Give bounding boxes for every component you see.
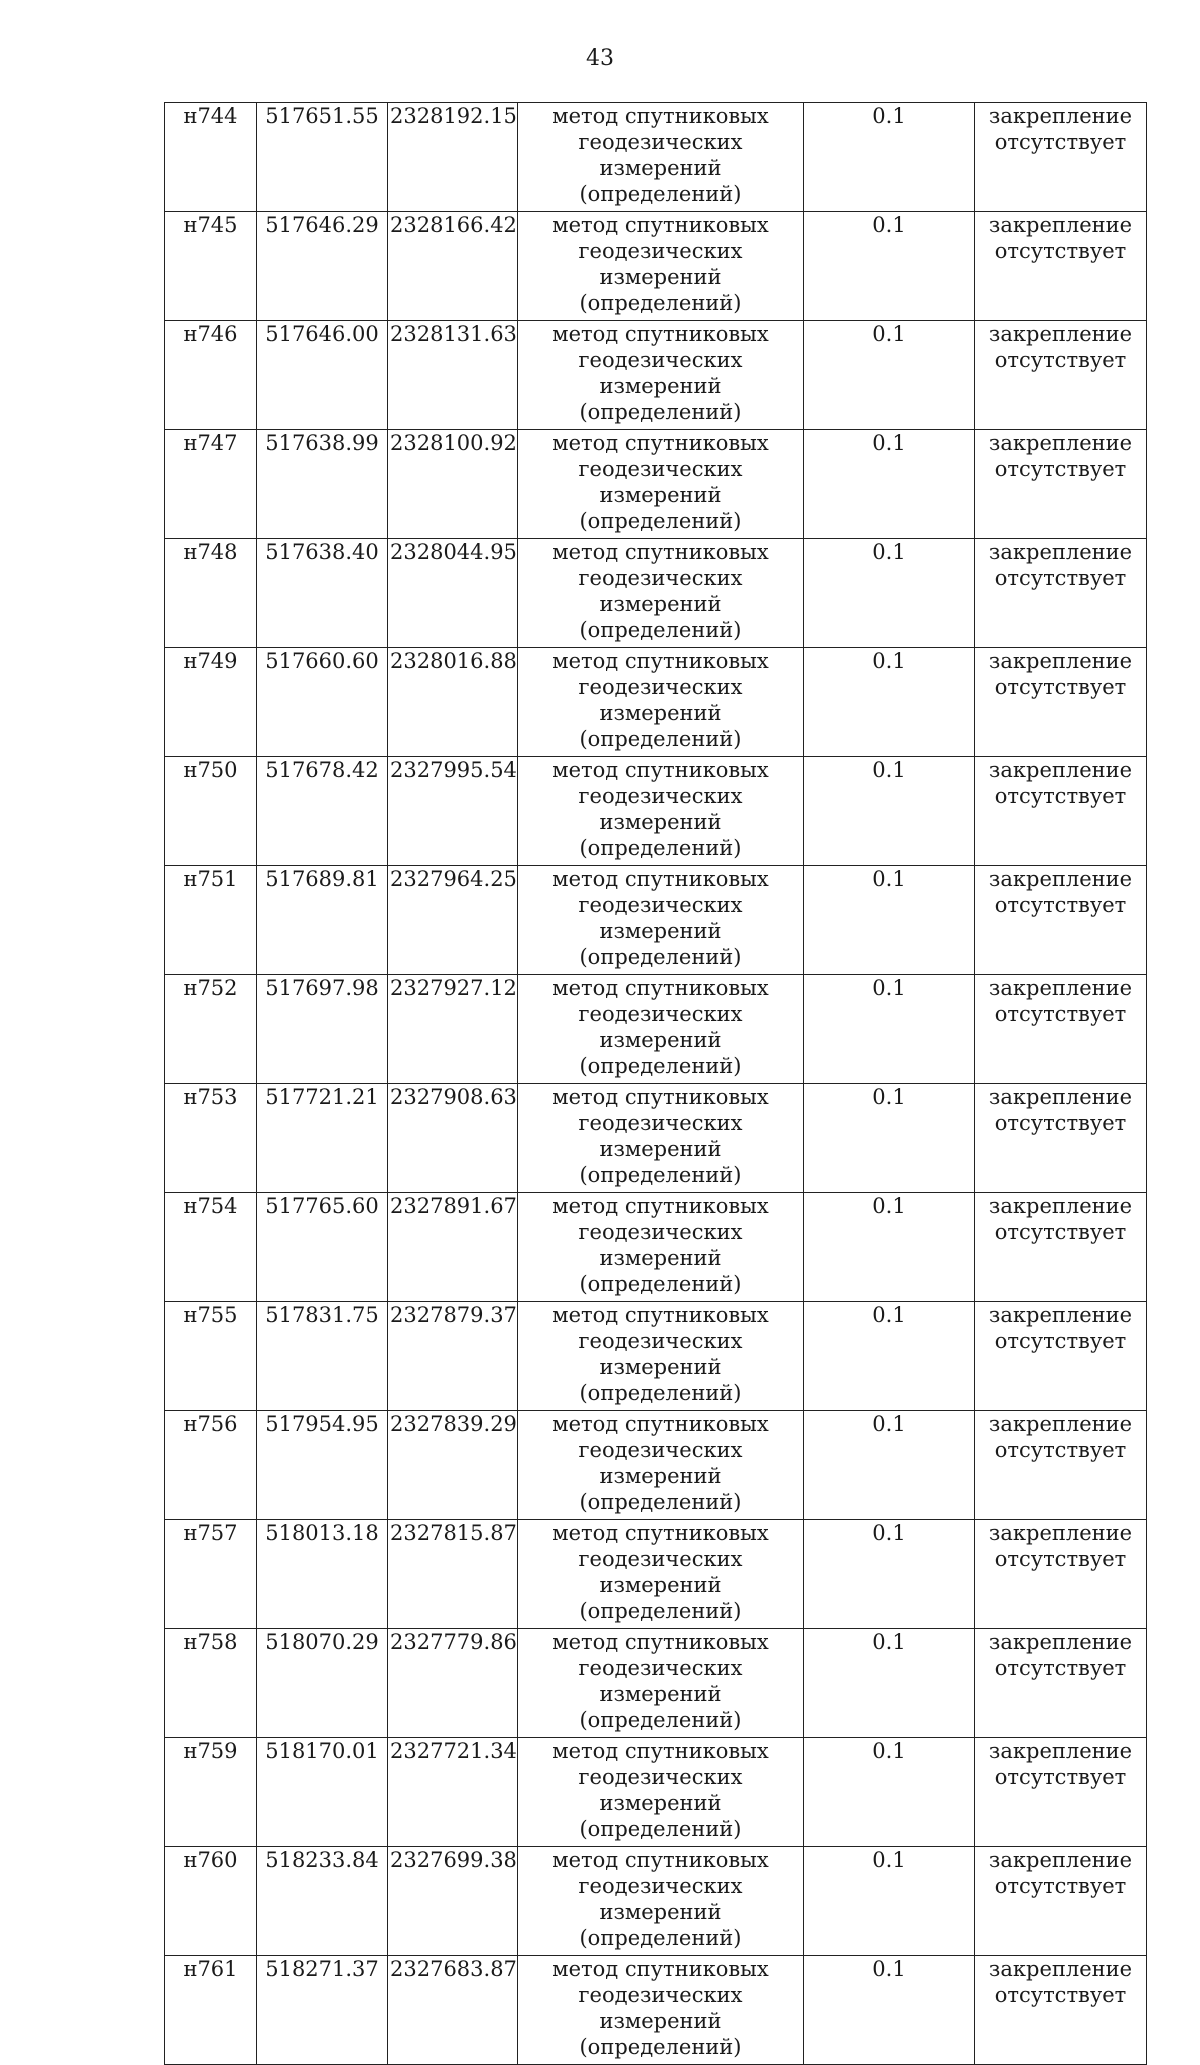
table-row [165,1411,1147,1520]
fixing-cell [975,1738,1147,1847]
method-line: геодезических измерений [578,1220,743,1270]
fixing-line: закрепление [988,976,1133,1000]
fixing-line: отсутствует [994,239,1127,263]
table-row [165,430,1147,539]
method-cell [518,430,804,539]
method-line: метод спутниковых [552,1194,769,1218]
method-cell [518,757,804,866]
point-name-cell: н758 [165,1629,257,1738]
method-cell [518,1520,804,1629]
method-cell [518,648,804,757]
y-coordinate-cell: 2327721.34 [388,1738,518,1847]
point-name-cell: н747 [165,430,257,539]
accuracy-cell: 0.1 [804,1629,975,1738]
method-cell [518,212,804,321]
fixing-line: отсутствует [994,893,1127,917]
x-coordinate-cell: 517697.98 [257,975,388,1084]
y-coordinate-cell: 2327699.38 [388,1847,518,1956]
table-row [165,212,1147,321]
table-row [165,648,1147,757]
fixing-line: закрепление [988,431,1133,455]
fixing-cell [975,1847,1147,1956]
fixing-line: отсутствует [994,1111,1127,1135]
method-line: геодезических измерений [578,457,743,507]
accuracy-cell: 0.1 [804,866,975,975]
method-line: (определений) [579,1817,742,1841]
method-line: (определений) [579,945,742,969]
method-line: геодезических измерений [578,566,743,616]
method-cell [518,1847,804,1956]
x-coordinate-cell: 518070.29 [257,1629,388,1738]
method-line: (определений) [579,618,742,642]
method-line: (определений) [579,1054,742,1078]
method-line: (определений) [579,1708,742,1732]
method-line: метод спутниковых [552,1739,769,1763]
method-cell [518,975,804,1084]
y-coordinate-cell: 2327995.54 [388,757,518,866]
point-name-cell: н748 [165,539,257,648]
fixing-line: закрепление [988,213,1133,237]
table-row [165,103,1147,212]
x-coordinate-cell: 517638.40 [257,539,388,648]
method-line: метод спутниковых [552,1412,769,1436]
x-coordinate-cell: 517721.21 [257,1084,388,1193]
fixing-cell [975,1084,1147,1193]
method-cell [518,1629,804,1738]
method-cell [518,539,804,648]
fixing-line: закрепление [988,1521,1133,1545]
method-line: геодезических измерений [578,1656,743,1706]
fixing-line: закрепление [988,1957,1133,1981]
fixing-line: отсутствует [994,348,1127,372]
accuracy-cell: 0.1 [804,103,975,212]
method-line: метод спутниковых [552,976,769,1000]
y-coordinate-cell: 2328166.42 [388,212,518,321]
method-cell [518,1193,804,1302]
fixing-line: закрепление [988,1085,1133,1109]
accuracy-cell: 0.1 [804,648,975,757]
point-name-cell: н756 [165,1411,257,1520]
accuracy-cell: 0.1 [804,430,975,539]
method-line: (определений) [579,1272,742,1296]
fixing-line: отсутствует [994,675,1127,699]
table-row [165,1738,1147,1847]
method-line: (определений) [579,400,742,424]
table-row [165,1520,1147,1629]
x-coordinate-cell: 517651.55 [257,103,388,212]
fixing-line: отсутствует [994,1002,1127,1026]
fixing-line: закрепление [988,1412,1133,1436]
y-coordinate-cell: 2327879.37 [388,1302,518,1411]
table-row [165,1847,1147,1956]
method-line: (определений) [579,2035,742,2059]
y-coordinate-cell: 2328044.95 [388,539,518,648]
method-line: геодезических измерений [578,1111,743,1161]
table-row [165,1193,1147,1302]
y-coordinate-cell: 2327815.87 [388,1520,518,1629]
y-coordinate-cell: 2327779.86 [388,1629,518,1738]
table-row [165,1084,1147,1193]
method-line: геодезических измерений [578,1547,743,1597]
point-name-cell: н761 [165,1956,257,2065]
method-line: метод спутниковых [552,1085,769,1109]
y-coordinate-cell: 2327839.29 [388,1411,518,1520]
table-row [165,757,1147,866]
fixing-line: отсутствует [994,1547,1127,1571]
fixing-line: отсутствует [994,784,1127,808]
table-row [165,1302,1147,1411]
x-coordinate-cell: 517638.99 [257,430,388,539]
fixing-cell [975,866,1147,975]
method-line: метод спутниковых [552,322,769,346]
accuracy-cell: 0.1 [804,975,975,1084]
accuracy-cell: 0.1 [804,539,975,648]
accuracy-cell: 0.1 [804,212,975,321]
fixing-line: отсутствует [994,1874,1127,1898]
page-number: 43 [586,46,614,71]
point-name-cell: н753 [165,1084,257,1193]
fixing-line: отсутствует [994,130,1127,154]
point-name-cell: н750 [165,757,257,866]
x-coordinate-cell: 518271.37 [257,1956,388,2065]
method-cell [518,1956,804,2065]
method-line: геодезических измерений [578,1438,743,1488]
accuracy-cell: 0.1 [804,757,975,866]
fixing-cell [975,212,1147,321]
x-coordinate-cell: 517646.00 [257,321,388,430]
method-line: геодезических измерений [578,1002,743,1052]
accuracy-cell: 0.1 [804,1084,975,1193]
method-line: метод спутниковых [552,104,769,128]
fixing-line: отсутствует [994,457,1127,481]
fixing-cell [975,103,1147,212]
method-line: метод спутниковых [552,540,769,564]
x-coordinate-cell: 517678.42 [257,757,388,866]
method-line: геодезических измерений [578,130,743,180]
fixing-cell [975,648,1147,757]
point-name-cell: н752 [165,975,257,1084]
coordinates-table [164,102,1147,2065]
table-row [165,539,1147,648]
method-line: (определений) [579,1490,742,1514]
accuracy-cell: 0.1 [804,1738,975,1847]
method-line: (определений) [579,1381,742,1405]
method-line: (определений) [579,291,742,315]
y-coordinate-cell: 2327683.87 [388,1956,518,2065]
fixing-line: закрепление [988,104,1133,128]
x-coordinate-cell: 518233.84 [257,1847,388,1956]
fixing-cell [975,321,1147,430]
method-cell [518,1302,804,1411]
point-name-cell: н759 [165,1738,257,1847]
method-line: геодезических измерений [578,675,743,725]
method-line: метод спутниковых [552,1957,769,1981]
method-line: геодезических измерений [578,1874,743,1924]
table-body [165,103,1147,2065]
accuracy-cell: 0.1 [804,321,975,430]
method-cell [518,321,804,430]
y-coordinate-cell: 2328016.88 [388,648,518,757]
method-cell [518,103,804,212]
point-name-cell: н757 [165,1520,257,1629]
method-line: (определений) [579,727,742,751]
fixing-line: закрепление [988,867,1133,891]
x-coordinate-cell: 518170.01 [257,1738,388,1847]
point-name-cell: н755 [165,1302,257,1411]
y-coordinate-cell: 2327891.67 [388,1193,518,1302]
fixing-cell [975,1956,1147,2065]
method-line: геодезических измерений [578,893,743,943]
x-coordinate-cell: 518013.18 [257,1520,388,1629]
method-line: метод спутниковых [552,213,769,237]
fixing-cell [975,430,1147,539]
accuracy-cell: 0.1 [804,1520,975,1629]
accuracy-cell: 0.1 [804,1956,975,2065]
method-line: метод спутниковых [552,867,769,891]
fixing-line: закрепление [988,758,1133,782]
method-line: метод спутниковых [552,758,769,782]
x-coordinate-cell: 517660.60 [257,648,388,757]
fixing-line: закрепление [988,540,1133,564]
point-name-cell: н754 [165,1193,257,1302]
method-line: геодезических измерений [578,348,743,398]
method-line: метод спутниковых [552,649,769,673]
fixing-cell [975,1302,1147,1411]
fixing-cell [975,757,1147,866]
y-coordinate-cell: 2328192.15 [388,103,518,212]
fixing-line: закрепление [988,322,1133,346]
method-line: метод спутниковых [552,431,769,455]
fixing-line: отсутствует [994,1983,1127,2007]
method-cell [518,1738,804,1847]
point-name-cell: н744 [165,103,257,212]
method-cell [518,1411,804,1520]
fixing-line: закрепление [988,1194,1133,1218]
method-line: (определений) [579,1163,742,1187]
accuracy-cell: 0.1 [804,1411,975,1520]
fixing-cell [975,1629,1147,1738]
fixing-cell [975,1193,1147,1302]
method-line: геодезических измерений [578,239,743,289]
method-line: геодезических измерений [578,1983,743,2033]
fixing-line: отсутствует [994,1765,1127,1789]
y-coordinate-cell: 2328100.92 [388,430,518,539]
accuracy-cell: 0.1 [804,1847,975,1956]
method-line: (определений) [579,1926,742,1950]
method-line: (определений) [579,836,742,860]
table-row [165,1956,1147,2065]
fixing-cell [975,1411,1147,1520]
method-line: метод спутниковых [552,1848,769,1872]
method-line: геодезических измерений [578,1765,743,1815]
x-coordinate-cell: 517765.60 [257,1193,388,1302]
fixing-line: отсутствует [994,1438,1127,1462]
method-line: метод спутниковых [552,1630,769,1654]
x-coordinate-cell: 517646.29 [257,212,388,321]
method-line: метод спутниковых [552,1303,769,1327]
method-cell [518,866,804,975]
fixing-line: отсутствует [994,1329,1127,1353]
point-name-cell: н751 [165,866,257,975]
fixing-line: отсутствует [994,1220,1127,1244]
y-coordinate-cell: 2327964.25 [388,866,518,975]
x-coordinate-cell: 517954.95 [257,1411,388,1520]
x-coordinate-cell: 517689.81 [257,866,388,975]
y-coordinate-cell: 2327908.63 [388,1084,518,1193]
method-line: (определений) [579,1599,742,1623]
method-cell [518,1084,804,1193]
x-coordinate-cell: 517831.75 [257,1302,388,1411]
point-name-cell: н746 [165,321,257,430]
fixing-line: закрепление [988,1739,1133,1763]
table-row [165,866,1147,975]
method-line: (определений) [579,509,742,533]
method-line: геодезических измерений [578,784,743,834]
fixing-line: отсутствует [994,566,1127,590]
fixing-line: закрепление [988,1303,1133,1327]
fixing-cell [975,539,1147,648]
fixing-line: закрепление [988,1630,1133,1654]
accuracy-cell: 0.1 [804,1193,975,1302]
point-name-cell: н749 [165,648,257,757]
accuracy-cell: 0.1 [804,1302,975,1411]
method-line: (определений) [579,182,742,206]
table-row [165,321,1147,430]
method-line: метод спутниковых [552,1521,769,1545]
fixing-line: закрепление [988,1848,1133,1872]
method-line: геодезических измерений [578,1329,743,1379]
fixing-line: закрепление [988,649,1133,673]
fixing-line: отсутствует [994,1656,1127,1680]
point-name-cell: н760 [165,1847,257,1956]
fixing-cell [975,1520,1147,1629]
table-row [165,975,1147,1084]
point-name-cell: н745 [165,212,257,321]
y-coordinate-cell: 2327927.12 [388,975,518,1084]
fixing-cell [975,975,1147,1084]
y-coordinate-cell: 2328131.63 [388,321,518,430]
table-row [165,1629,1147,1738]
